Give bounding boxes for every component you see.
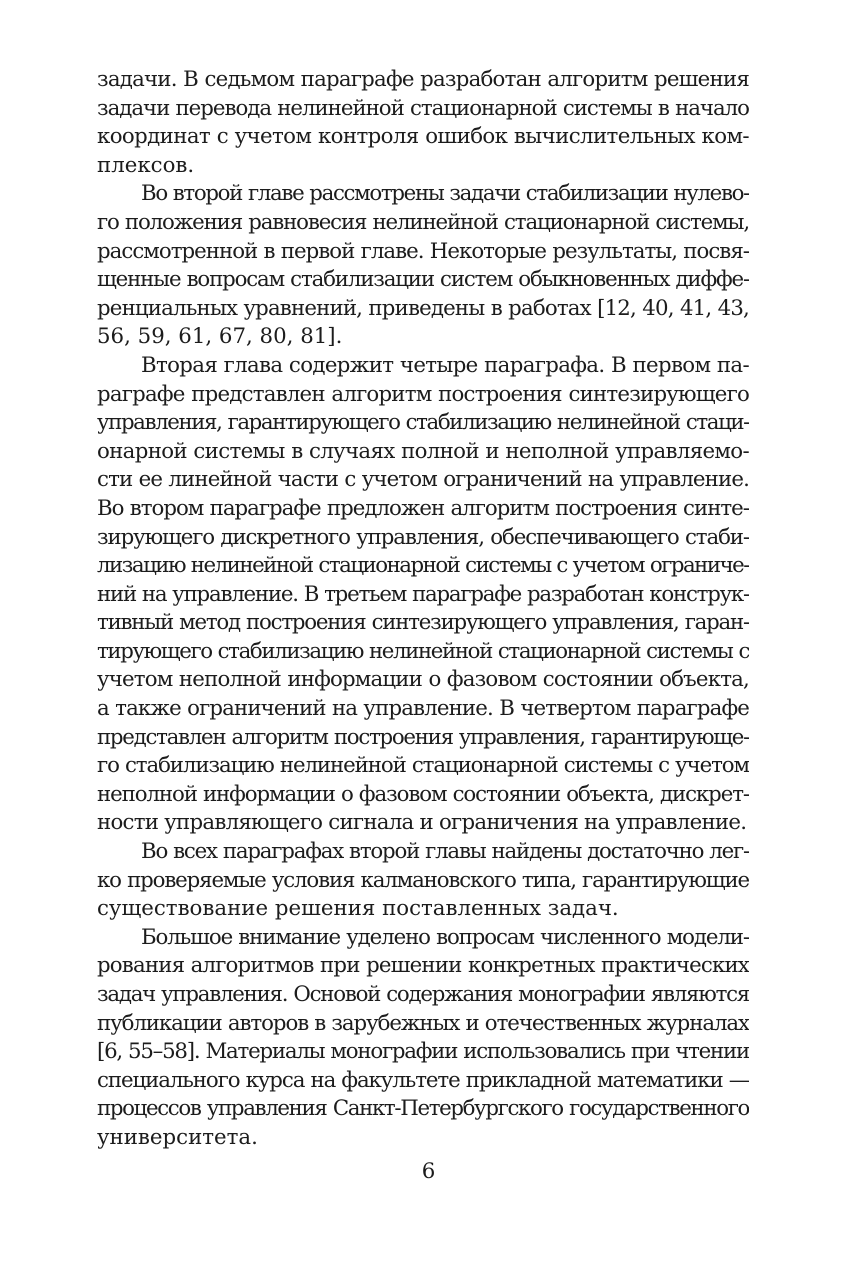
text-line: Во всех параграфах второй главы найдены достаточно лег- [141,839,749,865]
text-line: зирующего дискретного управления, обеспечивающего стаби- [97,524,749,550]
text-line: задачи. В седьмом параграфе разработан алгоритм решения [97,67,749,92]
text-line: координат с учетом контроля ошибок вычислительных ком- [97,124,749,150]
text-line: управления, гарантирующего стабилизацию нелинейной стаци- [97,410,749,436]
text-line: Большое внимание уделено вопросам численного модели- [141,924,749,950]
text-line: го стабилизацию нелинейной стационарной системы с учетом [97,753,749,779]
text-line: раграфе представлен алгоритм построения синтезирующего [97,381,749,407]
text-line: задач управления. Основой содержания монографии являются [97,982,749,1007]
text-line: ренциальных уравнений, приведены в работах [12, 40, 41, 43, [97,295,749,321]
text-line: существование решения поставленных задач. [97,896,619,922]
text-line: процессов управления Санкт-Петербургского государственного [97,1096,749,1122]
text-line: [6, 55–58]. Материалы монографии использовались при чтении [97,1039,749,1065]
text-line: щенные вопросам стабилизации систем обыкновенных диффе- [97,267,749,293]
text-line: го положения равновесия нелинейной стационарной системы, [97,209,749,235]
text-line: рования алгоритмов при решении конкретных практических [97,953,749,979]
text-line: специального курса на факультете прикладной математики — [97,1067,749,1093]
text-line: неполной информации о фазовом состоянии объекта, дискрет- [97,781,749,807]
text-line: ко проверяемые условия калмановского типа, гарантирующие [97,867,749,893]
text-line: представлен алгоритм построения управления, гарантирующе- [97,724,749,750]
text-line: сти ее линейной части с учетом ограничений на управление. [97,467,749,493]
text-line: ний на управление. В третьем параграфе разработан конструк- [97,581,749,607]
text-line: публикации авторов в зарубежных и отечественных журналах [97,1010,749,1036]
text-line: задачи перевода нелинейной стационарной системы в начало [97,95,749,121]
page-number: 6 [421,1159,436,1184]
text-line: тивный метод построения синтезирующего управления, гаран- [97,610,749,636]
text-line: плексов. [97,152,195,178]
text-line: университета. [97,1124,258,1150]
text-line: Во втором параграфе предложен алгоритм построения синте- [97,495,749,521]
text-line: а также ограничений на управление. В четвертом параграфе [97,696,749,722]
text-line: лизацию нелинейной стационарной системы с учетом ограниче- [97,553,749,579]
text-line: тирующего стабилизацию нелинейной стационарной системы с [97,638,749,664]
text-line: Вторая глава содержит четыре параграфа. В первом па- [141,352,749,378]
text-line: онарной системы в случаях полной и неполной управляемо- [97,438,749,464]
text-line: учетом неполной информации о фазовом состоянии объекта, [97,667,749,693]
body-text [97,66,749,1153]
text-line: 56, 59, 61, 67, 80, 81]. [97,324,343,350]
text-line: рассмотренной в первой главе. Некоторые результаты, посвя- [97,238,749,264]
text-line: ности управляющего сигнала и ограничения на управление. [97,810,747,836]
text-line: Во второй главе рассмотрены задачи стабилизации нулево- [141,181,749,207]
